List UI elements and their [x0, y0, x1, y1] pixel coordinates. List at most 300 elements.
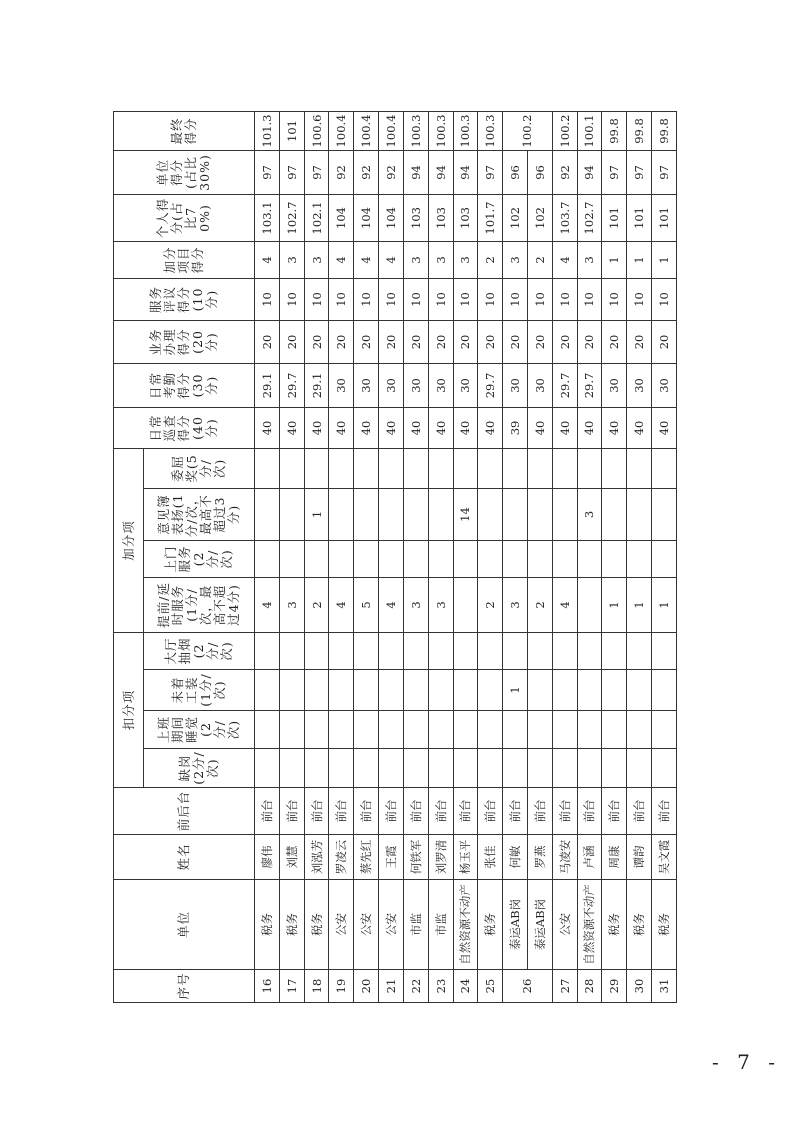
cell-sleep	[279, 711, 304, 749]
header-uniform: 未着工装(1分/次)	[144, 670, 255, 711]
page-number: - 7 -	[712, 1050, 781, 1074]
cell-grievance	[354, 448, 379, 488]
cell-bonus: 4	[329, 241, 354, 278]
cell-smoke	[379, 632, 404, 669]
cell-door	[527, 540, 552, 577]
cell-attend: 30	[403, 363, 428, 407]
cell-praise: 14	[453, 488, 478, 540]
cell-personal: 102.7	[279, 194, 304, 241]
cell-review: 10	[652, 278, 677, 320]
cell-name: 杨玉平	[453, 835, 478, 880]
table-row	[652, 111, 677, 1002]
cell-uniform	[428, 670, 453, 711]
cell-absent	[577, 749, 602, 788]
cell-praise: 1	[304, 488, 329, 540]
cell-early	[577, 577, 602, 632]
cell-early: 3	[428, 577, 453, 632]
cell-final: 99.8	[627, 111, 652, 150]
cell-uniform	[354, 670, 379, 711]
cell-grievance	[304, 448, 329, 488]
cell-early: 1	[652, 577, 677, 632]
cell-attend: 30	[527, 363, 552, 407]
cell-fb: 前台	[403, 788, 428, 835]
cell-unit_score: 94	[428, 150, 453, 194]
cell-early: 2	[478, 577, 503, 632]
cell-personal: 103	[453, 194, 478, 241]
cell-absent	[478, 749, 503, 788]
cell-early: 4	[255, 577, 280, 632]
table-row	[304, 111, 329, 1002]
table-row	[577, 111, 602, 1002]
cell-door	[478, 540, 503, 577]
cell-sleep	[478, 711, 503, 749]
cell-unit_score: 92	[329, 150, 354, 194]
cell-seq: 26	[503, 970, 553, 1003]
cell-unit: 税务	[652, 880, 677, 970]
cell-review: 10	[627, 278, 652, 320]
cell-absent	[329, 749, 354, 788]
cell-final: 100.3	[453, 111, 478, 150]
cell-biz: 20	[627, 320, 652, 363]
cell-early: 5	[354, 577, 379, 632]
cell-praise	[354, 488, 379, 540]
table-row	[379, 111, 404, 1002]
header-personal: 个人得分(占比70%)	[114, 194, 255, 241]
cell-attend: 30	[602, 363, 627, 407]
cell-final: 100.4	[329, 111, 354, 150]
cell-sleep	[602, 711, 627, 749]
table-row	[279, 111, 304, 1002]
table-row	[255, 111, 280, 1002]
cell-unit: 税务	[255, 880, 280, 970]
cell-bonus: 1	[602, 241, 627, 278]
cell-review: 10	[577, 278, 602, 320]
cell-uniform	[329, 670, 354, 711]
table-body	[255, 111, 677, 1002]
table-row	[354, 111, 379, 1002]
header-praise: 意见簿表扬(1分/次，最高不超过3分)	[144, 488, 255, 540]
cell-final: 100.6	[304, 111, 329, 150]
cell-bonus: 2	[527, 241, 552, 278]
cell-smoke	[552, 632, 577, 669]
cell-door	[354, 540, 379, 577]
cell-review: 10	[478, 278, 503, 320]
cell-bonus: 3	[503, 241, 528, 278]
cell-praise	[478, 488, 503, 540]
cell-patrol: 40	[552, 407, 577, 448]
cell-early	[453, 577, 478, 632]
cell-fb: 前台	[304, 788, 329, 835]
table-row	[453, 111, 478, 1002]
cell-praise	[403, 488, 428, 540]
cell-fb: 前台	[577, 788, 602, 835]
cell-grievance	[255, 448, 280, 488]
header-front-back: 前后台	[114, 788, 255, 835]
cell-sleep	[453, 711, 478, 749]
cell-early: 1	[602, 577, 627, 632]
cell-sleep	[379, 711, 404, 749]
cell-attend: 30	[329, 363, 354, 407]
cell-smoke	[478, 632, 503, 669]
cell-fb: 前台	[627, 788, 652, 835]
cell-patrol: 40	[379, 407, 404, 448]
cell-bonus: 3	[577, 241, 602, 278]
cell-praise	[428, 488, 453, 540]
cell-unit_score: 94	[577, 150, 602, 194]
header-bonus-score: 加分项目得分	[114, 241, 255, 278]
cell-absent	[379, 749, 404, 788]
header-unit: 单位	[114, 880, 255, 970]
cell-patrol: 40	[279, 407, 304, 448]
table-row	[602, 111, 627, 1002]
header-absent: 缺岗(2分/次)	[144, 749, 255, 788]
cell-absent	[403, 749, 428, 788]
table-row	[403, 111, 428, 1002]
cell-biz: 20	[602, 320, 627, 363]
cell-review: 10	[304, 278, 329, 320]
cell-uniform	[527, 670, 552, 711]
cell-attend: 30	[627, 363, 652, 407]
cell-praise	[255, 488, 280, 540]
cell-patrol: 40	[255, 407, 280, 448]
cell-unit_score: 94	[453, 150, 478, 194]
cell-review: 10	[527, 278, 552, 320]
cell-door	[304, 540, 329, 577]
cell-fb: 前台	[354, 788, 379, 835]
cell-patrol: 40	[329, 407, 354, 448]
cell-review: 10	[329, 278, 354, 320]
table-row	[627, 111, 652, 1002]
cell-name: 刘慧	[279, 835, 304, 880]
cell-seq: 25	[478, 970, 503, 1003]
cell-final: 101	[279, 111, 304, 150]
cell-fb: 前台	[255, 788, 280, 835]
cell-uniform: 1	[503, 670, 528, 711]
cell-biz: 20	[304, 320, 329, 363]
cell-seq: 19	[329, 970, 354, 1003]
cell-patrol: 40	[652, 407, 677, 448]
cell-seq: 31	[652, 970, 677, 1003]
cell-absent	[652, 749, 677, 788]
table-row	[478, 111, 503, 1002]
cell-seq: 20	[354, 970, 379, 1003]
header-unit-score: 单位得分(占比30%)	[114, 150, 255, 194]
cell-unit_score: 97	[304, 150, 329, 194]
cell-attend: 30	[354, 363, 379, 407]
cell-fb: 前台	[552, 788, 577, 835]
cell-attend: 29.7	[279, 363, 304, 407]
cell-unit: 公安	[379, 880, 404, 970]
cell-personal: 101.7	[478, 194, 503, 241]
cell-unit: 市监	[428, 880, 453, 970]
cell-patrol: 40	[478, 407, 503, 448]
cell-fb: 前台	[279, 788, 304, 835]
cell-door	[652, 540, 677, 577]
cell-bonus: 3	[453, 241, 478, 278]
cell-bonus: 4	[379, 241, 404, 278]
cell-sleep	[627, 711, 652, 749]
cell-sleep	[527, 711, 552, 749]
cell-attend: 29.1	[304, 363, 329, 407]
cell-final: 100.3	[478, 111, 503, 150]
cell-uniform	[602, 670, 627, 711]
cell-patrol: 40	[403, 407, 428, 448]
cell-grievance	[577, 448, 602, 488]
score-table	[113, 111, 677, 1003]
cell-absent	[552, 749, 577, 788]
cell-biz: 20	[552, 320, 577, 363]
cell-review: 10	[602, 278, 627, 320]
cell-door	[379, 540, 404, 577]
cell-biz: 20	[503, 320, 528, 363]
cell-praise	[527, 488, 552, 540]
cell-unit: 自然资源不动产	[453, 880, 478, 970]
table-row	[503, 111, 528, 1002]
cell-door	[602, 540, 627, 577]
table-row	[329, 111, 354, 1002]
cell-smoke	[652, 632, 677, 669]
cell-seq: 18	[304, 970, 329, 1003]
cell-door	[577, 540, 602, 577]
cell-door	[403, 540, 428, 577]
cell-attend: 29.7	[478, 363, 503, 407]
cell-attend: 30	[503, 363, 528, 407]
cell-final: 100.4	[354, 111, 379, 150]
cell-grievance	[652, 448, 677, 488]
cell-early: 2	[527, 577, 552, 632]
cell-smoke	[279, 632, 304, 669]
cell-personal: 104	[329, 194, 354, 241]
cell-personal: 103.1	[255, 194, 280, 241]
cell-name: 何敏	[503, 835, 528, 880]
cell-fb: 前台	[329, 788, 354, 835]
cell-sleep	[652, 711, 677, 749]
cell-early: 4	[552, 577, 577, 632]
table-row	[527, 111, 552, 1002]
cell-review: 10	[428, 278, 453, 320]
cell-review: 10	[552, 278, 577, 320]
cell-personal: 103	[403, 194, 428, 241]
cell-personal: 101	[602, 194, 627, 241]
cell-final: 100.4	[379, 111, 404, 150]
cell-bonus: 4	[354, 241, 379, 278]
cell-praise	[329, 488, 354, 540]
cell-unit: 税务	[279, 880, 304, 970]
cell-unit_score: 92	[354, 150, 379, 194]
cell-patrol: 39	[503, 407, 528, 448]
cell-attend: 29.7	[552, 363, 577, 407]
cell-unit_score: 97	[478, 150, 503, 194]
cell-attend: 30	[453, 363, 478, 407]
cell-praise: 3	[577, 488, 602, 540]
cell-door	[279, 540, 304, 577]
cell-unit: 税务	[602, 880, 627, 970]
cell-fb: 前台	[453, 788, 478, 835]
cell-final: 100.2	[552, 111, 577, 150]
cell-unit_score: 97	[255, 150, 280, 194]
cell-early: 3	[503, 577, 528, 632]
cell-patrol: 40	[354, 407, 379, 448]
cell-personal: 102	[527, 194, 552, 241]
table-row	[428, 111, 453, 1002]
cell-attend: 30	[652, 363, 677, 407]
cell-review: 10	[255, 278, 280, 320]
cell-uniform	[304, 670, 329, 711]
cell-praise	[602, 488, 627, 540]
cell-name: 吴文霞	[652, 835, 677, 880]
cell-early: 2	[304, 577, 329, 632]
cell-seq: 28	[577, 970, 602, 1003]
cell-praise	[627, 488, 652, 540]
cell-absent	[255, 749, 280, 788]
cell-praise	[379, 488, 404, 540]
cell-attend: 29.7	[577, 363, 602, 407]
cell-praise	[503, 488, 528, 540]
cell-review: 10	[503, 278, 528, 320]
cell-name: 马凌安	[552, 835, 577, 880]
cell-sleep	[329, 711, 354, 749]
cell-unit_score: 97	[627, 150, 652, 194]
cell-review: 10	[379, 278, 404, 320]
header-patrol: 日常巡查得分(40分)	[114, 407, 255, 448]
cell-absent	[453, 749, 478, 788]
cell-name: 周康	[602, 835, 627, 880]
cell-unit_score: 97	[602, 150, 627, 194]
cell-personal: 104	[379, 194, 404, 241]
cell-biz: 20	[453, 320, 478, 363]
cell-bonus: 2	[478, 241, 503, 278]
cell-sleep	[255, 711, 280, 749]
cell-personal: 102.1	[304, 194, 329, 241]
cell-personal: 103.7	[552, 194, 577, 241]
cell-biz: 20	[577, 320, 602, 363]
cell-absent	[428, 749, 453, 788]
cell-patrol: 40	[627, 407, 652, 448]
cell-biz: 20	[255, 320, 280, 363]
cell-uniform	[577, 670, 602, 711]
cell-smoke	[304, 632, 329, 669]
header-door-service: 上门服务(2分/次)	[144, 540, 255, 577]
header-review: 服务评议得分(10分)	[114, 278, 255, 320]
cell-review: 10	[403, 278, 428, 320]
cell-patrol: 40	[304, 407, 329, 448]
cell-final: 101.3	[255, 111, 280, 150]
cell-uniform	[627, 670, 652, 711]
cell-final: 100.1	[577, 111, 602, 150]
cell-sleep	[304, 711, 329, 749]
header-bonus-group: 加分项	[114, 448, 144, 632]
header-grievance: 委屈奖(5分/次)	[144, 448, 255, 488]
cell-patrol: 40	[577, 407, 602, 448]
cell-unit_score: 97	[652, 150, 677, 194]
cell-door	[255, 540, 280, 577]
cell-seq: 24	[453, 970, 478, 1003]
cell-smoke	[602, 632, 627, 669]
cell-biz: 20	[428, 320, 453, 363]
cell-biz: 20	[527, 320, 552, 363]
header-final: 最终得分	[114, 111, 255, 150]
cell-unit_score: 96	[527, 150, 552, 194]
cell-name: 廖伟	[255, 835, 280, 880]
cell-door	[453, 540, 478, 577]
header-extended-service: 提前/延时服务(1分/次，最高不超过4分)	[144, 577, 255, 632]
cell-uniform	[403, 670, 428, 711]
cell-name: 谭韵	[627, 835, 652, 880]
cell-uniform	[478, 670, 503, 711]
cell-smoke	[329, 632, 354, 669]
cell-fb: 前台	[478, 788, 503, 835]
cell-grievance	[428, 448, 453, 488]
cell-unit: 公安	[354, 880, 379, 970]
cell-fb: 前台	[602, 788, 627, 835]
cell-final: 99.8	[602, 111, 627, 150]
cell-personal: 101	[652, 194, 677, 241]
cell-smoke	[527, 632, 552, 669]
cell-door	[627, 540, 652, 577]
cell-grievance	[453, 448, 478, 488]
cell-unit_score: 96	[503, 150, 528, 194]
cell-final: 100.3	[403, 111, 428, 150]
header-seq: 序号	[114, 970, 255, 1003]
rotated-score-table-frame	[113, 112, 677, 1003]
cell-absent	[627, 749, 652, 788]
cell-praise	[652, 488, 677, 540]
cell-absent	[354, 749, 379, 788]
cell-name: 罗燕	[527, 835, 552, 880]
cell-seq: 30	[627, 970, 652, 1003]
cell-grievance	[503, 448, 528, 488]
cell-grievance	[329, 448, 354, 488]
cell-door	[329, 540, 354, 577]
cell-sleep	[403, 711, 428, 749]
cell-smoke	[453, 632, 478, 669]
cell-smoke	[503, 632, 528, 669]
cell-seq: 23	[428, 970, 453, 1003]
cell-uniform	[652, 670, 677, 711]
cell-name: 罗凌云	[329, 835, 354, 880]
cell-uniform	[379, 670, 404, 711]
cell-biz: 20	[652, 320, 677, 363]
cell-grievance	[627, 448, 652, 488]
cell-seq: 27	[552, 970, 577, 1003]
cell-sleep	[428, 711, 453, 749]
cell-grievance	[379, 448, 404, 488]
cell-biz: 20	[329, 320, 354, 363]
cell-unit: 公安	[552, 880, 577, 970]
cell-door	[428, 540, 453, 577]
cell-absent	[527, 749, 552, 788]
cell-praise	[279, 488, 304, 540]
cell-unit_score: 92	[379, 150, 404, 194]
cell-fb: 前台	[428, 788, 453, 835]
table-row	[552, 111, 577, 1002]
cell-personal: 101	[627, 194, 652, 241]
cell-personal: 102	[503, 194, 528, 241]
cell-unit: 税务	[304, 880, 329, 970]
cell-attend: 30	[379, 363, 404, 407]
cell-unit: 市监	[403, 880, 428, 970]
cell-uniform	[552, 670, 577, 711]
cell-name: 王霞	[379, 835, 404, 880]
cell-unit_score: 92	[552, 150, 577, 194]
cell-biz: 20	[403, 320, 428, 363]
cell-unit_score: 94	[403, 150, 428, 194]
cell-absent	[304, 749, 329, 788]
cell-review: 10	[453, 278, 478, 320]
cell-fb: 前台	[527, 788, 552, 835]
header-business: 业务办理得分(20分)	[114, 320, 255, 363]
cell-absent	[503, 749, 528, 788]
